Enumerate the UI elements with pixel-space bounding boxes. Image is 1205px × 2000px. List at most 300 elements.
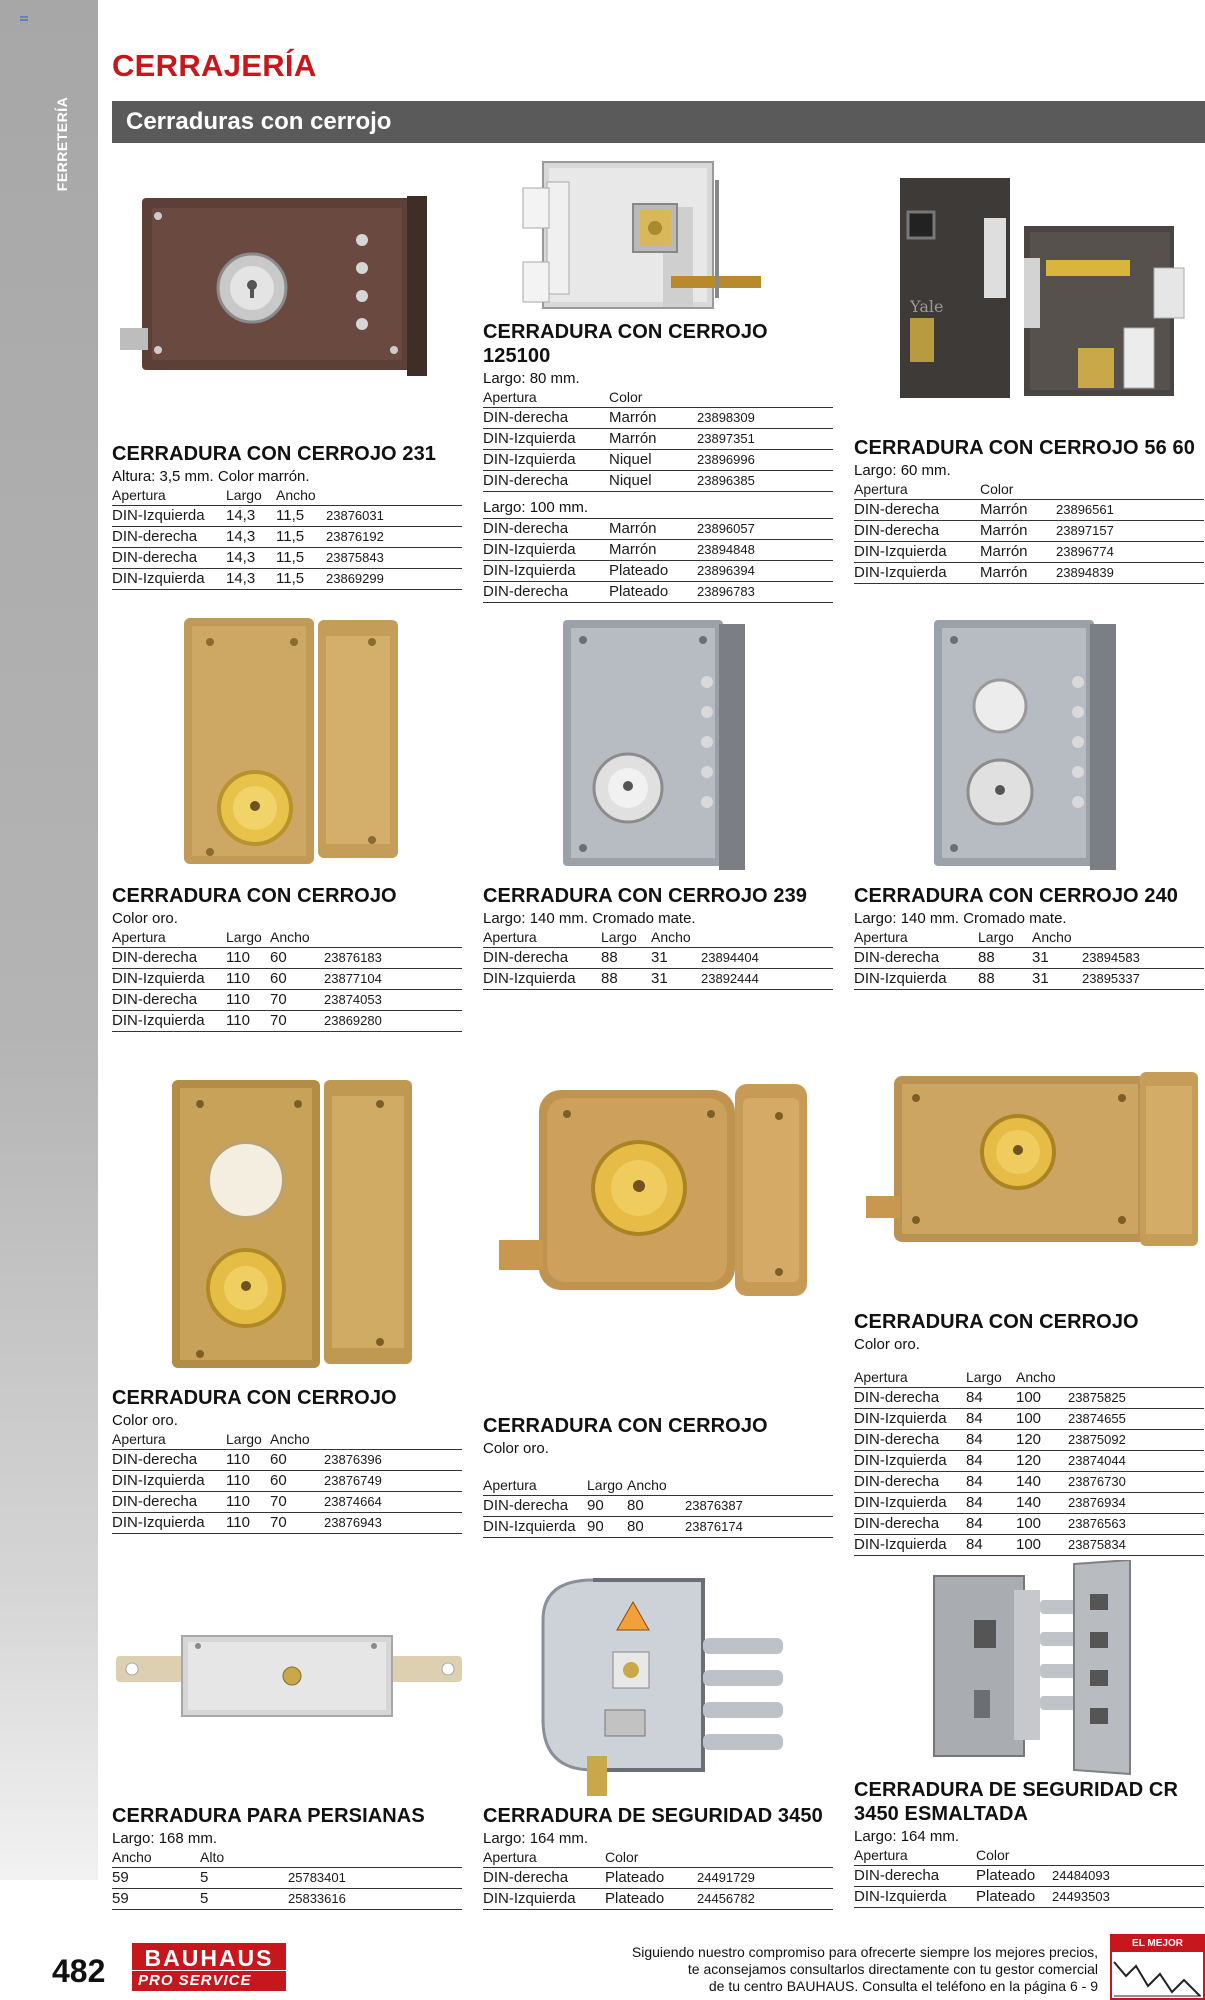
col-header: Ancho — [651, 929, 701, 947]
product-image — [112, 180, 462, 442]
table-row — [112, 1512, 462, 1533]
spec-header-row — [112, 487, 462, 505]
product-subtitle: Color oro. — [854, 1336, 920, 1353]
spec-header-row — [483, 929, 833, 947]
col-header: Color — [976, 1847, 1052, 1865]
product-image — [854, 1560, 1204, 1778]
product-title: CERRADURA DE SEGURIDAD CR 3450 ESMALTADA — [854, 1779, 1178, 1825]
article-code: 23874655 — [1068, 1408, 1204, 1429]
cell: DIN-Izquierda — [112, 1010, 226, 1031]
table-row — [854, 562, 1204, 583]
spec-table — [112, 487, 462, 590]
badge-label: EL MEJOR PRECIO — [1112, 1936, 1203, 1952]
cell: DIN-derecha — [854, 1865, 976, 1886]
table-row — [483, 1888, 833, 1909]
article-code: 23875843 — [326, 547, 462, 568]
cell: 110 — [226, 1010, 270, 1031]
col-header: Apertura — [854, 1369, 966, 1387]
cell: 84 — [966, 1513, 1016, 1534]
table-row — [112, 1010, 462, 1031]
col-header — [1052, 1847, 1204, 1865]
product-subtitle-2: Largo: 100 mm. — [483, 498, 589, 516]
cell: DIN-Izquierda — [854, 968, 978, 989]
footer-note — [578, 1944, 1098, 1995]
cell: 88 — [978, 947, 1032, 968]
article-code: 23876387 — [685, 1495, 833, 1516]
col-header: Largo — [226, 1431, 270, 1449]
cell: DIN-derecha — [112, 989, 226, 1010]
cell: DIN-Izquierda — [854, 541, 980, 562]
cell: DIN-derecha — [483, 581, 609, 602]
product-subtitle: Largo: 140 mm. Cromado mate. — [854, 910, 1067, 927]
product-cerrojo-239 — [483, 612, 833, 990]
product-subtitle: Largo: 164 mm. — [483, 1830, 589, 1847]
cell: 88 — [601, 968, 651, 989]
page-title: CERRAJERÍA — [112, 48, 317, 83]
article-code: 23876031 — [326, 505, 462, 526]
cell: 84 — [966, 1387, 1016, 1408]
table-row — [854, 541, 1204, 562]
table-row — [112, 1491, 462, 1512]
product-subtitle: Color oro. — [112, 1412, 178, 1429]
spec-header-row — [112, 1431, 462, 1449]
cell: 110 — [226, 1512, 270, 1533]
cell: DIN-Izquierda — [854, 1534, 966, 1555]
cell: 90 — [587, 1516, 627, 1537]
footer-note-line: de tu centro BAUHAUS. Consulta el teléfono en la página 6 - 9 — [708, 1978, 1098, 1994]
product-cerrojo-oro-1 — [112, 612, 462, 1032]
cell: 11,5 — [276, 547, 326, 568]
col-header: Apertura — [112, 1431, 226, 1449]
cell: DIN-derecha — [483, 947, 601, 968]
product-image — [112, 612, 462, 884]
article-code: 23876730 — [1068, 1471, 1204, 1492]
cell: DIN-derecha — [854, 947, 978, 968]
cell: 14,3 — [226, 568, 276, 589]
product-title: CERRADURA CON CERROJO 56 60 — [854, 437, 1195, 459]
product-image — [854, 168, 1204, 436]
product-title: CERRADURA CON CERROJO 239 — [483, 885, 808, 907]
article-code: 23898309 — [697, 407, 833, 428]
product-subtitle: Largo: 80 mm. — [483, 370, 580, 387]
article-code: 23892444 — [701, 968, 833, 989]
col-header — [701, 929, 833, 947]
col-header: Largo — [587, 1477, 627, 1495]
cell: DIN-Izquierda — [483, 539, 609, 560]
spec-table — [854, 1847, 1204, 1908]
product-subtitle: Altura: 3,5 mm. Color marrón. — [112, 468, 310, 485]
cell: DIN-derecha — [854, 1471, 966, 1492]
table-row — [112, 1449, 462, 1470]
article-code: 23875834 — [1068, 1534, 1204, 1555]
product-title: CERRADURA PARA PERSIANAS — [112, 1805, 425, 1827]
cell: DIN-derecha — [854, 1513, 966, 1534]
article-code: 23876934 — [1068, 1492, 1204, 1513]
col-header — [685, 1477, 833, 1495]
product-subtitle: Color oro. — [112, 910, 178, 927]
table-row — [112, 947, 462, 968]
cell: DIN-derecha — [854, 520, 980, 541]
col-header: Ancho — [1032, 929, 1082, 947]
table-row — [483, 1516, 833, 1537]
cell: 100 — [1016, 1387, 1068, 1408]
spec-header-row — [112, 929, 462, 947]
product-cerradura-persianas — [112, 1560, 462, 1910]
cell: 59 — [112, 1888, 200, 1909]
cell: DIN-Izquierda — [854, 1492, 966, 1513]
table-row — [854, 499, 1204, 520]
table-row — [483, 1867, 833, 1888]
article-code: 23877104 — [324, 968, 462, 989]
article-code: 24491729 — [697, 1867, 833, 1888]
article-code: 23875092 — [1068, 1429, 1204, 1450]
article-code: 23875825 — [1068, 1387, 1204, 1408]
cell: 90 — [587, 1495, 627, 1516]
spec-table — [112, 1849, 462, 1910]
cell: Marrón — [609, 407, 697, 428]
table-row — [112, 968, 462, 989]
col-header: Apertura — [854, 481, 980, 499]
table-row — [483, 581, 833, 602]
cell: 80 — [627, 1516, 685, 1537]
table-row — [854, 1429, 1204, 1450]
product-image — [483, 612, 833, 884]
article-code: 24484093 — [1052, 1865, 1204, 1886]
spec-table — [483, 1849, 833, 1910]
cell: DIN-derecha — [483, 1495, 587, 1516]
table-row — [483, 1495, 833, 1516]
article-code: 23874664 — [324, 1491, 462, 1512]
spec-table — [854, 481, 1204, 584]
cell: 110 — [226, 1470, 270, 1491]
col-header: Largo — [978, 929, 1032, 947]
table-row — [112, 989, 462, 1010]
article-code: 23896996 — [697, 449, 833, 470]
cell: Marrón — [609, 539, 697, 560]
cell: 14,3 — [226, 505, 276, 526]
cell: 100 — [1016, 1513, 1068, 1534]
col-header: Largo — [226, 929, 270, 947]
article-code: 24493503 — [1052, 1886, 1204, 1907]
article-code: 23876174 — [685, 1516, 833, 1537]
col-header: Largo — [601, 929, 651, 947]
price-chart-icon — [1112, 1952, 1203, 1998]
col-header — [326, 487, 462, 505]
table-row — [483, 470, 833, 491]
cell: Niquel — [609, 470, 697, 491]
table-row — [854, 1387, 1204, 1408]
table-row — [112, 568, 462, 589]
product-image — [112, 1560, 462, 1804]
cell: 60 — [270, 947, 324, 968]
table-row — [854, 1471, 1204, 1492]
article-code: 23869299 — [326, 568, 462, 589]
cell: Plateado — [976, 1865, 1052, 1886]
cell: DIN-derecha — [112, 1491, 226, 1512]
cell: DIN-Izquierda — [112, 568, 226, 589]
cell: Marrón — [609, 518, 697, 539]
product-title: CERRADURA CON CERROJO — [112, 1387, 397, 1409]
col-header: Ancho — [627, 1477, 685, 1495]
col-header — [1068, 1369, 1204, 1387]
brand-mark: Yale — [910, 297, 944, 316]
product-title: CERRADURA CON CERROJO — [112, 885, 397, 907]
article-code: 23896385 — [697, 470, 833, 491]
article-code: 23876192 — [326, 526, 462, 547]
cell: Plateado — [605, 1867, 697, 1888]
spec-table-2 — [483, 518, 833, 603]
col-header — [697, 1849, 833, 1867]
table-row — [854, 1492, 1204, 1513]
cell: 5 — [200, 1888, 288, 1909]
article-code: 23874044 — [1068, 1450, 1204, 1471]
spec-table — [483, 1477, 833, 1538]
cell: DIN-Izquierda — [483, 1888, 605, 1909]
cell: Plateado — [976, 1886, 1052, 1907]
product-title: CERRADURA CON CERROJO 125100 — [483, 321, 768, 367]
sidebar-category-label: FERRETERÍA — [54, 96, 70, 192]
table-row — [483, 947, 833, 968]
cell: 14,3 — [226, 526, 276, 547]
table-row — [483, 560, 833, 581]
spec-header-row — [483, 389, 833, 407]
cell: DIN-derecha — [854, 1387, 966, 1408]
col-header — [697, 389, 833, 407]
cell: DIN-Izquierda — [854, 1408, 966, 1429]
article-code: 23876396 — [324, 1449, 462, 1470]
table-row — [483, 428, 833, 449]
cell: DIN-Izquierda — [112, 968, 226, 989]
cell: DIN-Izquierda — [854, 562, 980, 583]
spec-header-row — [112, 1849, 462, 1867]
cell: 140 — [1016, 1471, 1068, 1492]
cell: 110 — [226, 968, 270, 989]
spec-table — [112, 1431, 462, 1534]
spec-table — [483, 389, 833, 492]
article-code: 23894583 — [1082, 947, 1204, 968]
cell: DIN-derecha — [483, 470, 609, 491]
cell: 140 — [1016, 1492, 1068, 1513]
cell: Marrón — [980, 562, 1056, 583]
product-title: CERRADURA CON CERROJO 240 — [854, 885, 1179, 907]
product-cerrojo-oro-4 — [854, 1068, 1204, 1556]
col-header: Apertura — [112, 929, 226, 947]
cell: DIN-derecha — [112, 947, 226, 968]
col-header — [324, 929, 462, 947]
article-code: 23897351 — [697, 428, 833, 449]
col-header: Color — [980, 481, 1056, 499]
cell: 11,5 — [276, 526, 326, 547]
col-header: Apertura — [854, 1847, 976, 1865]
cell: 60 — [270, 1449, 324, 1470]
article-code: 23876749 — [324, 1470, 462, 1491]
cell: DIN-derecha — [483, 518, 609, 539]
cell: DIN-derecha — [112, 547, 226, 568]
col-header: Apertura — [854, 929, 978, 947]
col-header: Largo — [966, 1369, 1016, 1387]
article-code: 23896561 — [1056, 499, 1204, 520]
footer-note-line: te aconsejamos consultarlos directamente con tu gestor comercial — [687, 1961, 1098, 1977]
cell: DIN-Izquierda — [112, 505, 226, 526]
cell: Marrón — [980, 499, 1056, 520]
table-row — [854, 1534, 1204, 1555]
cell: 120 — [1016, 1429, 1068, 1450]
spec-header-row — [854, 481, 1204, 499]
spec-table — [112, 929, 462, 1032]
cell: 84 — [966, 1534, 1016, 1555]
article-code: 23894404 — [701, 947, 833, 968]
article-code: 24456782 — [697, 1888, 833, 1909]
spec-header-row — [483, 1477, 833, 1495]
spec-header-row — [854, 929, 1204, 947]
cell: DIN-derecha — [854, 1429, 966, 1450]
article-code: 23897157 — [1056, 520, 1204, 541]
cell: 31 — [1032, 968, 1082, 989]
product-title: CERRADURA CON CERROJO — [854, 1311, 1139, 1333]
product-title: CERRADURA CON CERROJO 231 — [112, 443, 437, 465]
table-row — [854, 1865, 1204, 1886]
col-header: Apertura — [483, 929, 601, 947]
cell: 110 — [226, 989, 270, 1010]
cell: DIN-derecha — [483, 1867, 605, 1888]
cell: Plateado — [609, 581, 697, 602]
product-subtitle: Largo: 140 mm. Cromado mate. — [483, 910, 696, 927]
cell: 11,5 — [276, 505, 326, 526]
cell: 88 — [978, 968, 1032, 989]
product-image — [854, 612, 1204, 884]
cell: 84 — [966, 1471, 1016, 1492]
cell: 14,3 — [226, 547, 276, 568]
product-subtitle: Largo: 60 mm. — [854, 462, 951, 479]
table-row — [483, 449, 833, 470]
product-subtitle: Color oro. — [483, 1440, 549, 1457]
cell: DIN-derecha — [112, 526, 226, 547]
corner-mark-icon — [20, 16, 28, 23]
cell: DIN-Izquierda — [112, 1512, 226, 1533]
article-code: 23894839 — [1056, 562, 1204, 583]
article-code: 23869280 — [324, 1010, 462, 1031]
cell: DIN-Izquierda — [483, 968, 601, 989]
section-header — [112, 101, 1205, 143]
cell: DIN-derecha — [112, 1449, 226, 1470]
col-header: Apertura — [483, 389, 609, 407]
table-row — [483, 968, 833, 989]
cell: DIN-Izquierda — [854, 1886, 976, 1907]
product-cerrojo-240 — [854, 612, 1204, 990]
spec-table — [483, 929, 833, 990]
col-header: Ancho — [270, 1431, 324, 1449]
cell: 70 — [270, 1491, 324, 1512]
cell: 110 — [226, 1449, 270, 1470]
spec-header-row — [483, 1849, 833, 1867]
cell: 84 — [966, 1492, 1016, 1513]
product-subtitle: Largo: 168 mm. — [112, 1830, 218, 1847]
product-seguridad-3450 — [483, 1560, 833, 1910]
col-header: Apertura — [483, 1477, 587, 1495]
product-title: CERRADURA DE SEGURIDAD 3450 — [483, 1805, 823, 1827]
col-header: Apertura — [483, 1849, 605, 1867]
cell: Marrón — [980, 520, 1056, 541]
logo-tagline: PRO SERVICE — [132, 1971, 286, 1991]
col-header — [324, 1431, 462, 1449]
product-image — [112, 1068, 462, 1386]
col-header: Ancho — [1016, 1369, 1068, 1387]
col-header: Ancho — [276, 487, 326, 505]
article-code: 23895337 — [1082, 968, 1204, 989]
cell: 80 — [627, 1495, 685, 1516]
table-row — [483, 518, 833, 539]
col-header — [1056, 481, 1204, 499]
cell: DIN-Izquierda — [483, 449, 609, 470]
product-image — [483, 1560, 833, 1804]
bauhaus-logo — [132, 1943, 286, 1991]
col-header: Apertura — [112, 487, 226, 505]
cell: 84 — [966, 1408, 1016, 1429]
product-image — [854, 1068, 1204, 1288]
product-image — [483, 1068, 833, 1414]
product-cerrojo-5660 — [854, 168, 1204, 584]
col-header: Alto — [200, 1849, 288, 1867]
cell: 31 — [651, 947, 701, 968]
product-seguridad-cr3450 — [854, 1560, 1204, 1908]
cell: 60 — [270, 968, 324, 989]
table-row — [112, 1470, 462, 1491]
cell: 100 — [1016, 1534, 1068, 1555]
cell: 88 — [601, 947, 651, 968]
product-image — [483, 152, 833, 320]
cell: DIN-Izquierda — [483, 428, 609, 449]
col-header: Largo — [226, 487, 276, 505]
cell: 11,5 — [276, 568, 326, 589]
table-row — [112, 1888, 462, 1909]
cell: DIN-Izquierda — [854, 1450, 966, 1471]
col-header: Color — [605, 1849, 697, 1867]
cell: 59 — [112, 1867, 200, 1888]
table-row — [483, 407, 833, 428]
table-row — [854, 1450, 1204, 1471]
table-row — [854, 968, 1204, 989]
sidebar-strip — [0, 0, 98, 1880]
cell: 120 — [1016, 1450, 1068, 1471]
cell: Marrón — [609, 428, 697, 449]
col-header: Ancho — [112, 1849, 200, 1867]
table-row — [854, 1886, 1204, 1907]
cell: DIN-Izquierda — [483, 1516, 587, 1537]
spec-header-row — [854, 1847, 1204, 1865]
best-price-badge — [1110, 1934, 1205, 2000]
article-code: 23876183 — [324, 947, 462, 968]
spec-header-row — [854, 1369, 1204, 1387]
table-row — [854, 1513, 1204, 1534]
cell: 31 — [1032, 947, 1082, 968]
cell: 70 — [270, 989, 324, 1010]
col-header — [1082, 929, 1204, 947]
spec-table — [854, 929, 1204, 990]
article-code: 25783401 — [288, 1867, 462, 1888]
col-header — [288, 1849, 462, 1867]
article-code: 23896057 — [697, 518, 833, 539]
cell: DIN-derecha — [483, 407, 609, 428]
cell: 70 — [270, 1010, 324, 1031]
cell: 84 — [966, 1450, 1016, 1471]
cell: DIN-Izquierda — [112, 1470, 226, 1491]
col-header: Color — [609, 389, 697, 407]
product-cerrojo-oro-2 — [112, 1068, 462, 1534]
spec-table — [854, 1369, 1204, 1556]
section-title: Cerraduras con cerrojo — [126, 108, 392, 135]
table-row — [854, 947, 1204, 968]
article-code: 25833616 — [288, 1888, 462, 1909]
